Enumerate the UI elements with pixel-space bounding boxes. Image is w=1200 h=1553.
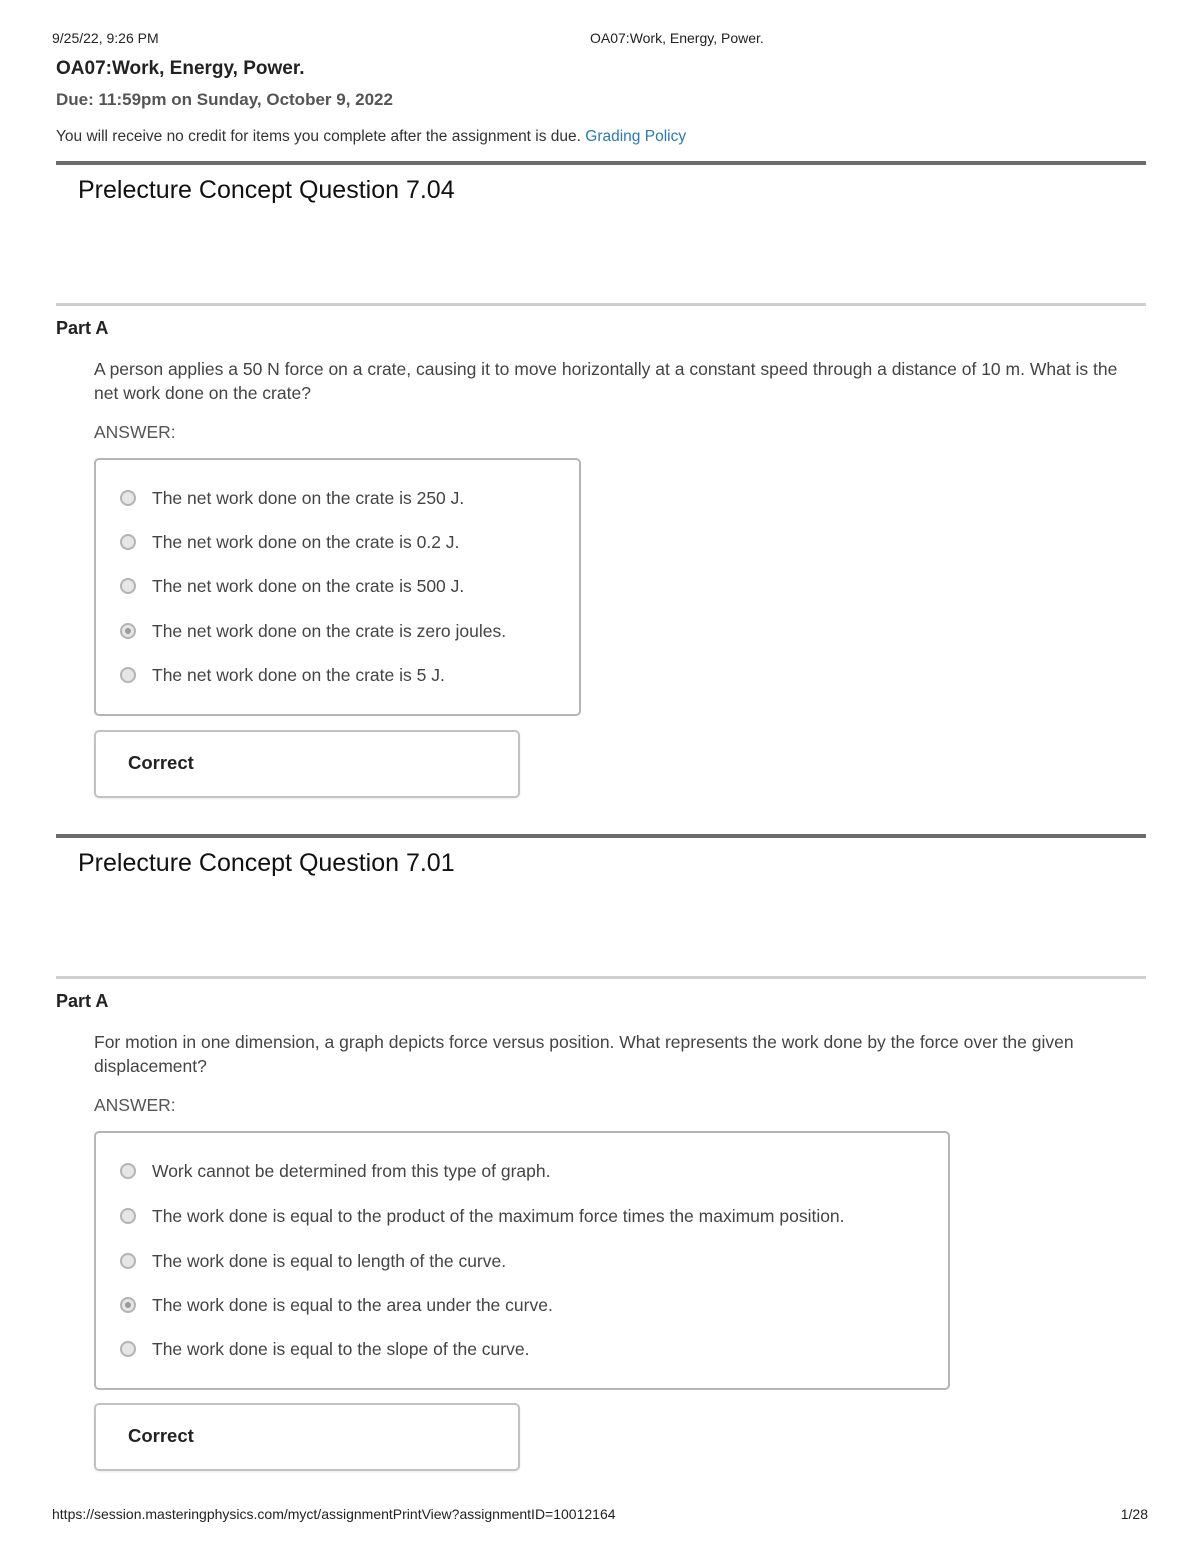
- print-date: 9/25/22, 9:26 PM: [52, 30, 159, 46]
- answer-choice[interactable]: [120, 1159, 551, 1183]
- part-label: Part A: [56, 991, 109, 1011]
- question-prompt: A person applies a 50 N force on a crate, causing it to move horizontally at a constant speed through a distance of 10 m. What is the net work done on the crate?: [94, 359, 1118, 403]
- section-divider: [56, 161, 1146, 165]
- part-divider: [56, 976, 1146, 979]
- choice-label: The net work done on the crate is 250 J.: [152, 487, 465, 508]
- answer-choices-box: [94, 1131, 950, 1390]
- radio-button[interactable]: [120, 1253, 136, 1269]
- choice-label: The work done is equal to the product of the maximum force times the maximum position.: [152, 1205, 845, 1226]
- page-number: 1/28: [1120, 1506, 1148, 1522]
- radio-button[interactable]: [120, 1208, 136, 1224]
- print-url: https://session.masteringphysics.com/myct/assignmentPrintView?assignmentID=10012164: [52, 1506, 616, 1522]
- part-divider: [56, 303, 1146, 306]
- radio-button-selected[interactable]: [120, 1297, 136, 1313]
- answer-label: ANSWER:: [94, 422, 176, 442]
- radio-button[interactable]: [120, 490, 136, 506]
- choice-label: The work done is equal to length of the curve.: [152, 1250, 507, 1271]
- question-title: Prelecture Concept Question 7.01: [78, 849, 455, 877]
- section-divider: [56, 834, 1146, 838]
- radio-button[interactable]: [120, 534, 136, 550]
- answer-choice-selected[interactable]: [120, 619, 506, 643]
- answer-choice[interactable]: [120, 574, 464, 598]
- radio-button[interactable]: [120, 1341, 136, 1357]
- answer-choice[interactable]: [120, 530, 459, 554]
- part-label: Part A: [56, 318, 109, 338]
- policy-note: [56, 128, 686, 146]
- choice-label: The net work done on the crate is zero joules.: [152, 620, 507, 641]
- due-date: Due: 11:59pm on Sunday, October 9, 2022: [56, 90, 393, 109]
- answer-label: ANSWER:: [94, 1095, 176, 1115]
- answer-choice[interactable]: [120, 1249, 506, 1273]
- radio-button-selected[interactable]: [120, 623, 136, 639]
- feedback-correct: Correct: [128, 1425, 194, 1446]
- answer-choice[interactable]: [120, 663, 445, 687]
- policy-note-text: You will receive no credit for items you complete after the assignment is due.: [56, 128, 581, 145]
- assignment-title: OA07:Work, Energy, Power.: [56, 58, 305, 79]
- question-title: Prelecture Concept Question 7.04: [78, 176, 455, 204]
- choice-label: The net work done on the crate is 500 J.: [152, 575, 465, 596]
- feedback-box: [94, 1403, 520, 1471]
- radio-button[interactable]: [120, 667, 136, 683]
- choice-label: The net work done on the crate is 5 J.: [152, 664, 445, 685]
- radio-button[interactable]: [120, 578, 136, 594]
- answer-choice-selected[interactable]: [120, 1293, 553, 1317]
- question-prompt: For motion in one dimension, a graph depicts force versus position. What represents the work done by the force over the given displacement?: [94, 1032, 1074, 1076]
- print-doc-title: OA07:Work, Energy, Power.: [590, 30, 764, 46]
- answer-choice[interactable]: [120, 1204, 845, 1228]
- choice-label: The work done is equal to the slope of the curve.: [152, 1338, 530, 1359]
- choice-label: The work done is equal to the area under the curve.: [152, 1294, 553, 1315]
- answer-choice[interactable]: [120, 1337, 529, 1361]
- feedback-correct: Correct: [128, 752, 194, 773]
- print-header: [52, 30, 1148, 50]
- radio-button[interactable]: [120, 1163, 136, 1179]
- answer-choices-box: [94, 458, 581, 716]
- grading-policy-link[interactable]: Grading Policy: [585, 128, 687, 145]
- choice-label: The net work done on the crate is 0.2 J.: [152, 531, 460, 552]
- answer-choice[interactable]: [120, 486, 464, 510]
- feedback-box: [94, 730, 520, 798]
- choice-label: Work cannot be determined from this type of graph.: [152, 1160, 551, 1181]
